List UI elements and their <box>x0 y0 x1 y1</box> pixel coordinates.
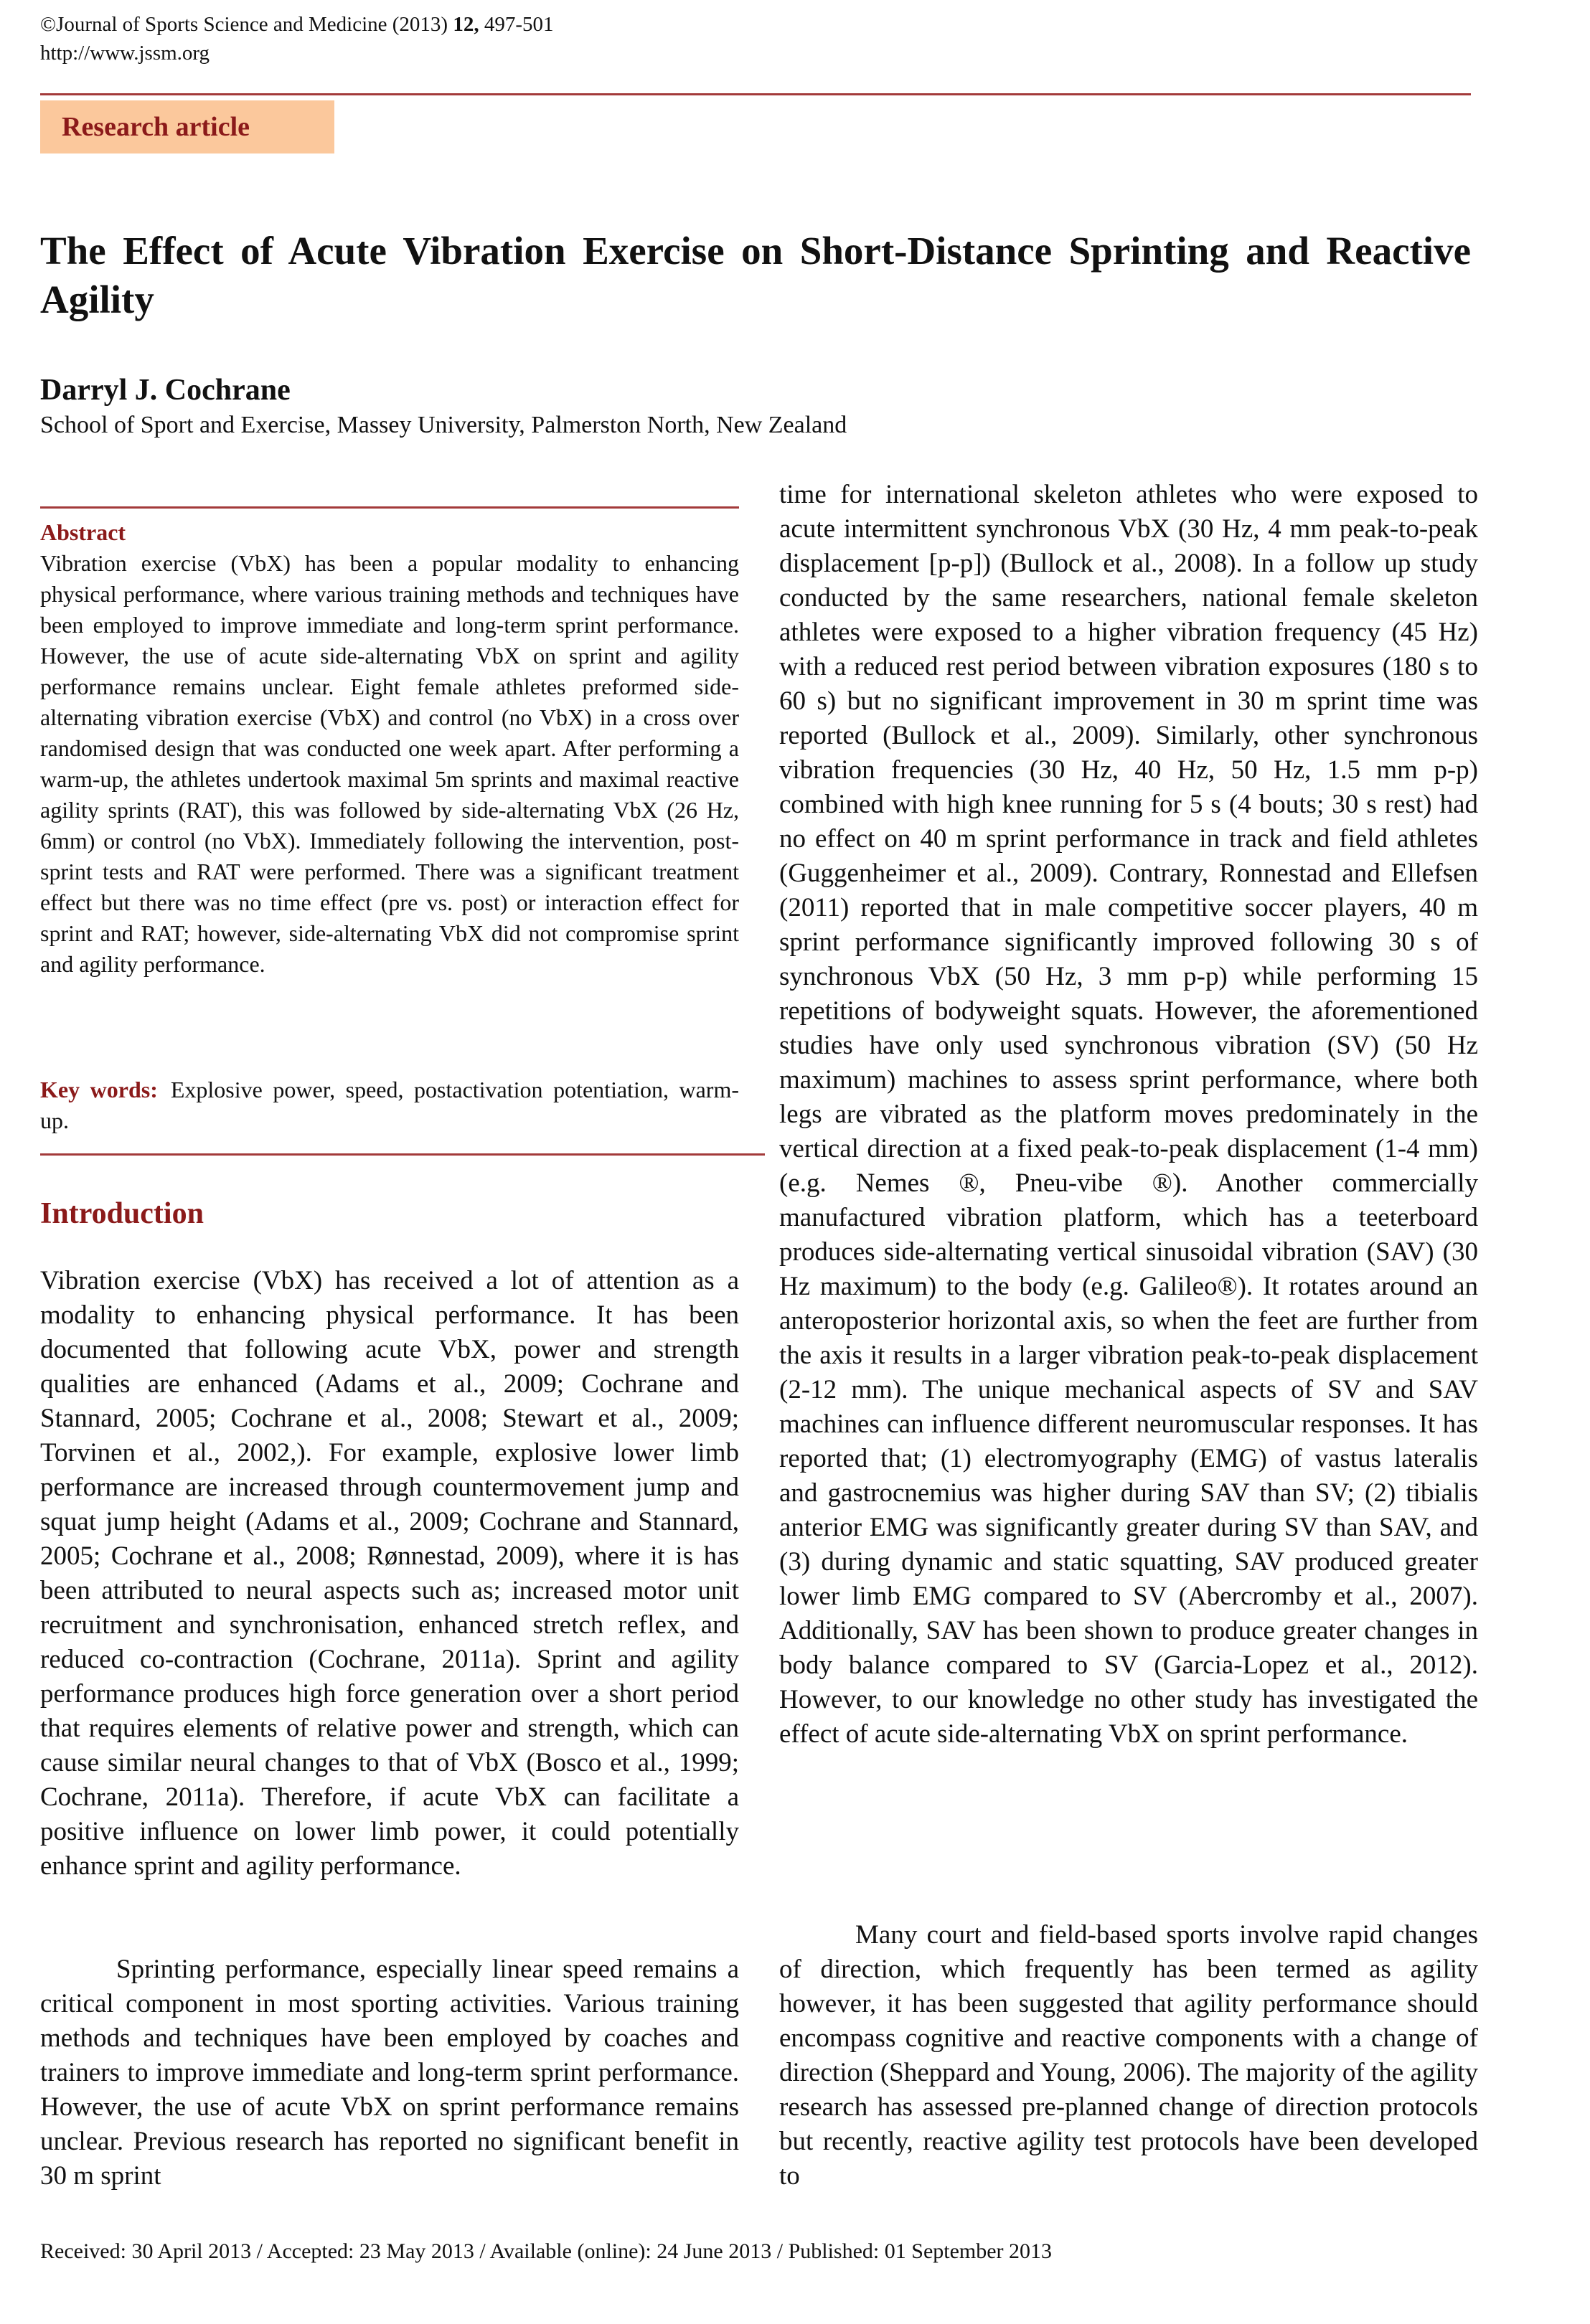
abstract-text: Vibration exercise (VbX) has been a popular modality to enhancing physical performance, where various training methods and techniques have been employed to improve immediate and long-term sprint performance. However, the use of acute side-alternating VbX on sprint and agility performance remains unclear. Eight female athletes preformed side-alternating vibration exercise (VbX) and control (no VbX) in a cross over randomised design that was conducted one week apart. After performing a warm-up, the athletes undertook maximal 5m sprints and maximal reactive agility sprints (RAT), this was followed by side-alternating VbX (26 Hz, 6mm) or control (no VbX). Immediately following the intervention, post-sprint tests and RAT were performed. There was a significant treatment effect but there was no time effect (pre vs. post) or interaction effect for sprint and RAT; however, side-alternating VbX did not compromise sprint and agility performance. <box>40 550 739 977</box>
journal-citation <box>40 10 554 39</box>
abstract-heading: Abstract <box>40 519 126 545</box>
author-affiliation: School of Sport and Exercise, Massey University, Palmerston North, New Zealand <box>40 412 847 438</box>
keywords <box>40 1074 739 1136</box>
keywords-divider <box>40 1153 765 1156</box>
intro-paragraph-2: Sprinting performance, especially linear speed remains a critical component in most sporting activities. Various training methods and techniques have been employed by coaches and trainers to improve immediate and long-term sprint performance. However, the use of acute VbX on sprint performance remains unclear. Previous research has reported no significant benefit in 30 m sprint <box>40 1955 739 2191</box>
header-divider <box>40 93 1471 95</box>
abstract-divider <box>40 506 739 509</box>
journal-name: ©Journal of Sports Science and Medicine (2013) <box>40 13 453 36</box>
journal-header <box>40 10 554 67</box>
keywords-text: Explosive power, speed, postactivation potentiation, warm-up. <box>40 1077 740 1133</box>
journal-pages: 497-501 <box>479 13 554 36</box>
keywords-label: Key words: <box>40 1077 158 1102</box>
intro-paragraph-1: Vibration exercise (VbX) has received a lot of attention as a modality to enhancing physical performance. It has been documented that following acute VbX, power and strength qualities are enhanced (Adams et al., 2009; Cochrane and Stannard, 2005; Cochrane et al., 2008; Stewart et al., 2009; Torvinen et al., 2002,). For example, explosive lower limb performance are increased through countermovement jump and squat jump height (Adams et al., 2009; Cochrane and Stannard, 2005; Cochrane et al., 2008; Rønnestad, 2009), where it is has been attributed to neural aspects such as; increased motor unit recruitment and synchronisation, enhanced stretch reflex, and reduced co-contraction (Cochrane, 2011a). Sprint and agility performance produces high force generation over a short period that requires elements of relative power and strength, which can cause similar neural changes to that of VbX (Bosco et al., 1999; Cochrane, 2011a). Therefore, if acute VbX can facilitate a positive influence on lower limb power, it could potentially enhance sprint and agility performance. <box>40 1266 739 1881</box>
journal-url[interactable]: http://www.jssm.org <box>40 42 210 65</box>
introduction-heading: Introduction <box>40 1197 204 1230</box>
intro-paragraph-3: time for international skeleton athletes who were exposed to acute intermittent synchronous VbX (30 Hz, 4 mm peak-to-peak displacement [p-p]) (Bullock et al., 2008). In a follow up study conducted by the same researchers, national female skeleton athletes were exposed to a higher vibration frequency (45 Hz) with a reduced rest period between vibration exposures (180 s to 60 s) but no significant improvement in 30 m sprint time was reported (Bullock et al., 2009). Similarly, other synchronous vibration frequencies (30 Hz, 40 Hz, 50 Hz, 1.5 mm p-p) combined with high knee running for 5 s (4 bouts; 30 s rest) had no effect on 40 m sprint performance in track and field athletes (Guggenheimer et al., 2009). Contrary, Ronnestad and Ellefsen (2011) reported that in male competitive soccer players, 40 m sprint performance significantly improved following 30 s of synchronous VbX (50 Hz, 3 mm p-p) while performing 15 repetitions of bodyweight squats. However, the aforementioned studies have only used synchronous vibration (SV) (50 Hz maximum) machines to assess sprint performance, where both legs are vibrated as the platform moves predominately in the vertical direction at a fixed peak-to-peak displacement (1-4 mm) (e.g. Nemes ®, Pneu-vibe ®). Another commercially manufactured vibration platform, which has a teeterboard produces side-alternating vertical sinusoidal vibration (SAV) (30 Hz maximum) to the body (e.g. Galileo®). It rotates around an anteroposterior horizontal axis, so when the feet are further from the axis it results in a larger vibration peak-to-peak displacement (2-12 mm). The unique mechanical aspects of SV and SAV machines can influence different neuromuscular responses. It has reported that; (1) electromyography (EMG) of vastus lateralis and gastrocnemius was higher during SAV than SV; (2) tibialis anterior EMG was significantly greater during SV than SAV, and (3) during dynamic and static squatting, SAV produced greater lower limb EMG compared to SV (Abercromby et al., 2007). Additionally, SAV has been shown to produce greater changes in body balance compared to SV (Garcia-Lopez et al., 2012). However, to our knowledge no other study has investigated the effect of acute side-alternating VbX on sprint performance. <box>779 480 1478 1749</box>
author-name: Darryl J. Cochrane <box>40 374 291 407</box>
journal-volume: 12, <box>453 13 479 36</box>
publication-dates: Received: 30 April 2013 / Accepted: 23 May 2013 / Available (online): 24 June 2013 / Published: 01 September 2013 <box>40 2239 1053 2263</box>
article-title: The Effect of Acute Vibration Exercise on Short-Distance Sprinting and Reactive Agility <box>40 229 1471 321</box>
intro-paragraph-4: Many court and field-based sports involve rapid changes of direction, which frequently has been termed as agility however, it has been suggested that agility performance should encompass cognitive and reactive components with a change of direction (Sheppard and Young, 2006). The majority of the agility research has assessed pre-planned change of direction protocols but recently, reactive agility test protocols have been developed to <box>779 1920 1478 2191</box>
article-type-badge: Research article <box>40 100 334 153</box>
